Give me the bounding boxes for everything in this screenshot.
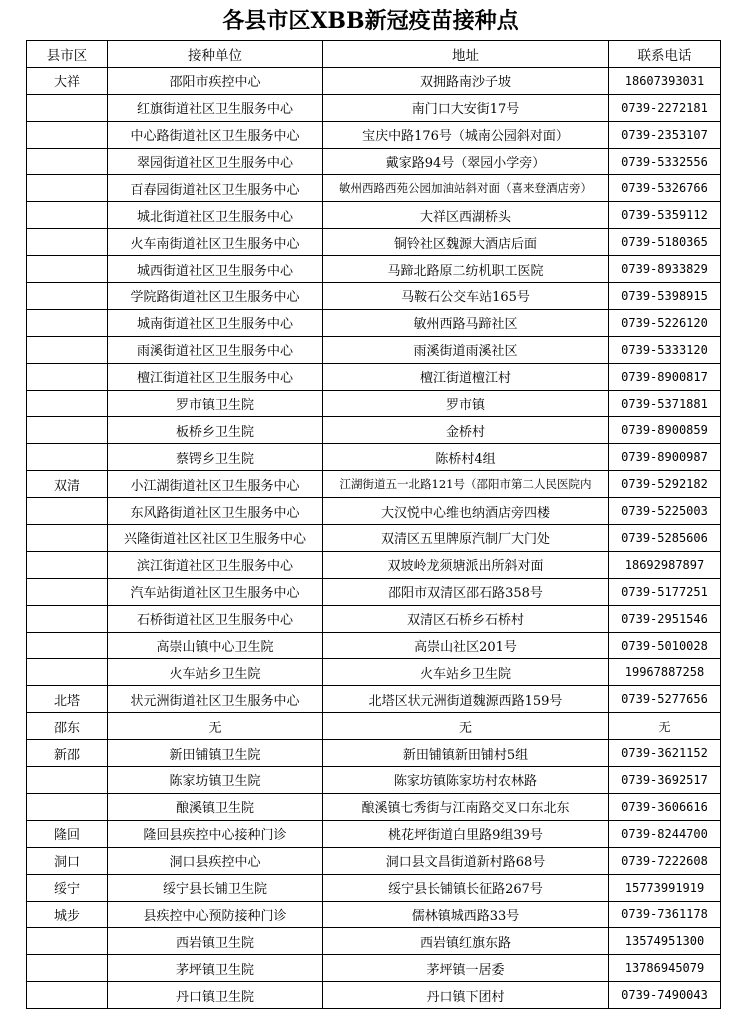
cell-address: 罗市镇 <box>323 390 609 417</box>
cell-county <box>27 336 108 363</box>
cell-phone: 0739-3621152 <box>609 740 721 767</box>
cell-address: 桃花坪街道白里路9组39号 <box>323 820 609 847</box>
cell-address: 酿溪镇七秀街与江南路交叉口东北东 <box>323 793 609 820</box>
cell-address: 儒林镇城西路33号 <box>323 901 609 928</box>
table-row <box>27 605 721 632</box>
cell-address: 宝庆中路176号（城南公园斜对面） <box>323 121 609 148</box>
cell-unit: 板桥乡卫生院 <box>108 417 323 444</box>
cell-phone: 无 <box>609 713 721 740</box>
cell-county <box>27 309 108 336</box>
cell-county: 新邵 <box>27 740 108 767</box>
cell-unit: 高崇山镇中心卫生院 <box>108 632 323 659</box>
cell-unit: 城西街道社区卫生服务中心 <box>108 256 323 283</box>
cell-phone: 0739-8900987 <box>609 444 721 471</box>
cell-county <box>27 148 108 175</box>
cell-unit: 城北街道社区卫生服务中心 <box>108 202 323 229</box>
cell-phone: 0739-5010028 <box>609 632 721 659</box>
table-row <box>27 229 721 256</box>
cell-phone: 0739-2951546 <box>609 605 721 632</box>
cell-unit: 汽车站街道社区卫生服务中心 <box>108 578 323 605</box>
header-county: 县市区 <box>27 41 108 68</box>
cell-address: 火车站乡卫生院 <box>323 659 609 686</box>
cell-county: 隆回 <box>27 820 108 847</box>
cell-unit: 隆回县疾控中心接种门诊 <box>108 820 323 847</box>
cell-phone: 0739-7222608 <box>609 847 721 874</box>
cell-address: 邵阳市双清区邵石路358号 <box>323 578 609 605</box>
cell-phone: 0739-5225003 <box>609 498 721 525</box>
cell-address: 双清区五里牌原汽制厂大门处 <box>323 525 609 552</box>
cell-unit: 火车站乡卫生院 <box>108 659 323 686</box>
cell-phone: 18607393031 <box>609 67 721 94</box>
cell-unit: 雨溪街道社区卫生服务中心 <box>108 336 323 363</box>
table-row <box>27 551 721 578</box>
table-row <box>27 767 721 794</box>
cell-county <box>27 525 108 552</box>
cell-county: 绥宁 <box>27 874 108 901</box>
cell-county: 洞口 <box>27 847 108 874</box>
cell-address: 马蹄北路原二纺机职工医院 <box>323 256 609 283</box>
cell-county <box>27 982 108 1009</box>
cell-county: 北塔 <box>27 686 108 713</box>
cell-address: 江湖街道五一北路121号（邵阳市第二人民医院内 <box>323 471 609 498</box>
cell-unit: 陈家坊镇卫生院 <box>108 767 323 794</box>
cell-unit: 丹口镇卫生院 <box>108 982 323 1009</box>
cell-county <box>27 202 108 229</box>
cell-address: 高崇山社区201号 <box>323 632 609 659</box>
cell-unit: 绥宁县长铺卫生院 <box>108 874 323 901</box>
table-row <box>27 202 721 229</box>
cell-unit: 翠园街道社区卫生服务中心 <box>108 148 323 175</box>
cell-phone: 0739-5292182 <box>609 471 721 498</box>
header-phone: 联系电话 <box>609 41 721 68</box>
table-row <box>27 659 721 686</box>
cell-county: 双清 <box>27 471 108 498</box>
cell-county <box>27 229 108 256</box>
vaccination-sites-table <box>26 40 721 1009</box>
table-row <box>27 256 721 283</box>
cell-address: 檀江街道檀江村 <box>323 363 609 390</box>
table-row <box>27 471 721 498</box>
table-row <box>27 121 721 148</box>
cell-address: 马鞍石公交车站165号 <box>323 283 609 310</box>
cell-phone: 18692987897 <box>609 551 721 578</box>
cell-address: 金桥村 <box>323 417 609 444</box>
cell-address: 陈桥村4组 <box>323 444 609 471</box>
cell-unit: 酿溪镇卫生院 <box>108 793 323 820</box>
table-row <box>27 148 721 175</box>
table-row <box>27 67 721 94</box>
table-row <box>27 444 721 471</box>
cell-unit: 新田铺镇卫生院 <box>108 740 323 767</box>
cell-county <box>27 283 108 310</box>
cell-address: 铜铃社区魏源大酒店后面 <box>323 229 609 256</box>
cell-unit: 小江湖街道社区卫生服务中心 <box>108 471 323 498</box>
cell-unit: 红旗街道社区卫生服务中心 <box>108 94 323 121</box>
cell-address: 丹口镇下团村 <box>323 982 609 1009</box>
header-unit: 接种单位 <box>108 41 323 68</box>
table-row <box>27 309 721 336</box>
cell-address: 雨溪街道雨溪社区 <box>323 336 609 363</box>
cell-county: 邵东 <box>27 713 108 740</box>
cell-address: 戴家路94号（翠园小学旁） <box>323 148 609 175</box>
cell-address: 陈家坊镇陈家坊村农林路 <box>323 767 609 794</box>
cell-unit: 石桥街道社区卫生服务中心 <box>108 605 323 632</box>
cell-unit: 县疾控中心预防接种门诊 <box>108 901 323 928</box>
cell-phone: 0739-5326766 <box>609 175 721 202</box>
cell-address: 大祥区西湖桥头 <box>323 202 609 229</box>
cell-phone: 0739-8900817 <box>609 363 721 390</box>
cell-county <box>27 444 108 471</box>
table-row <box>27 686 721 713</box>
table-row <box>27 928 721 955</box>
cell-county <box>27 605 108 632</box>
cell-phone: 0739-7361178 <box>609 901 721 928</box>
table-row <box>27 901 721 928</box>
cell-unit: 火车南街道社区卫生服务中心 <box>108 229 323 256</box>
table-row <box>27 390 721 417</box>
table-row <box>27 94 721 121</box>
cell-address: 西岩镇红旗东路 <box>323 928 609 955</box>
cell-unit: 兴隆街道社区社区卫生服务中心 <box>108 525 323 552</box>
cell-county <box>27 256 108 283</box>
cell-county <box>27 928 108 955</box>
cell-unit: 滨江街道社区卫生服务中心 <box>108 551 323 578</box>
cell-county <box>27 363 108 390</box>
cell-address: 双坡岭龙须塘派出所斜对面 <box>323 551 609 578</box>
cell-unit: 东风路街道社区卫生服务中心 <box>108 498 323 525</box>
cell-address: 洞口县文昌街道新村路68号 <box>323 847 609 874</box>
cell-phone: 0739-7490043 <box>609 982 721 1009</box>
cell-county <box>27 121 108 148</box>
table-header-row <box>27 41 721 68</box>
table-row <box>27 417 721 444</box>
cell-county: 城步 <box>27 901 108 928</box>
cell-county <box>27 94 108 121</box>
cell-county <box>27 793 108 820</box>
cell-phone: 0739-8244700 <box>609 820 721 847</box>
table-row <box>27 578 721 605</box>
cell-unit: 状元洲街道社区卫生服务中心 <box>108 686 323 713</box>
table-row <box>27 498 721 525</box>
cell-unit: 学院路街道社区卫生服务中心 <box>108 283 323 310</box>
cell-phone: 19967887258 <box>609 659 721 686</box>
cell-phone: 0739-5333120 <box>609 336 721 363</box>
cell-county <box>27 551 108 578</box>
cell-phone: 0739-5226120 <box>609 309 721 336</box>
cell-phone: 0739-8900859 <box>609 417 721 444</box>
cell-address: 茅坪镇一居委 <box>323 955 609 982</box>
cell-phone: 0739-3606616 <box>609 793 721 820</box>
table-row <box>27 847 721 874</box>
cell-phone: 0739-5398915 <box>609 283 721 310</box>
table-row <box>27 820 721 847</box>
cell-address: 双拥路南沙子坡 <box>323 67 609 94</box>
cell-phone: 0739-2353107 <box>609 121 721 148</box>
cell-phone: 0739-3692517 <box>609 767 721 794</box>
cell-county <box>27 632 108 659</box>
cell-unit: 西岩镇卫生院 <box>108 928 323 955</box>
table-row <box>27 793 721 820</box>
header-address: 地址 <box>323 41 609 68</box>
cell-address: 双清区石桥乡石桥村 <box>323 605 609 632</box>
cell-unit: 茅坪镇卫生院 <box>108 955 323 982</box>
cell-county <box>27 175 108 202</box>
cell-unit: 百春园街道社区卫生服务中心 <box>108 175 323 202</box>
table-row <box>27 982 721 1009</box>
cell-phone: 0739-5359112 <box>609 202 721 229</box>
cell-unit: 城南街道社区卫生服务中心 <box>108 309 323 336</box>
cell-unit: 中心路街道社区卫生服务中心 <box>108 121 323 148</box>
cell-county <box>27 955 108 982</box>
table-row <box>27 632 721 659</box>
cell-phone: 0739-5177251 <box>609 578 721 605</box>
cell-unit: 蔡锷乡卫生院 <box>108 444 323 471</box>
cell-phone: 0739-5332556 <box>609 148 721 175</box>
page-title: 各县市区XBB新冠疫苗接种点 <box>222 8 519 34</box>
cell-county <box>27 498 108 525</box>
cell-address: 新田铺镇新田铺村5组 <box>323 740 609 767</box>
cell-county <box>27 390 108 417</box>
cell-unit: 洞口县疾控中心 <box>108 847 323 874</box>
cell-address: 敏州西路马蹄社区 <box>323 309 609 336</box>
cell-phone: 0739-2272181 <box>609 94 721 121</box>
cell-county: 大祥 <box>27 67 108 94</box>
cell-phone: 13786945079 <box>609 955 721 982</box>
cell-phone: 0739-5277656 <box>609 686 721 713</box>
cell-unit: 无 <box>108 713 323 740</box>
cell-county <box>27 417 108 444</box>
cell-address: 北塔区状元洲街道魏源西路159号 <box>323 686 609 713</box>
cell-address: 敏州西路西苑公园加油站斜对面（喜来登酒店旁） <box>323 175 609 202</box>
cell-address: 无 <box>323 713 609 740</box>
table-row <box>27 336 721 363</box>
table-row <box>27 874 721 901</box>
cell-county <box>27 767 108 794</box>
table-row <box>27 175 721 202</box>
cell-unit: 邵阳市疾控中心 <box>108 67 323 94</box>
cell-phone: 0739-5371881 <box>609 390 721 417</box>
cell-unit: 檀江街道社区卫生服务中心 <box>108 363 323 390</box>
table-row <box>27 363 721 390</box>
cell-county <box>27 659 108 686</box>
table-row <box>27 283 721 310</box>
cell-county <box>27 578 108 605</box>
cell-address: 绥宁县长铺镇长征路267号 <box>323 874 609 901</box>
cell-unit: 罗市镇卫生院 <box>108 390 323 417</box>
cell-phone: 0739-5285606 <box>609 525 721 552</box>
table-row <box>27 955 721 982</box>
table-row <box>27 525 721 552</box>
cell-phone: 15773991919 <box>609 874 721 901</box>
table-row <box>27 740 721 767</box>
cell-phone: 0739-5180365 <box>609 229 721 256</box>
cell-phone: 13574951300 <box>609 928 721 955</box>
cell-phone: 0739-8933829 <box>609 256 721 283</box>
table-row <box>27 713 721 740</box>
cell-address: 大汉悦中心维也纳酒店旁四楼 <box>323 498 609 525</box>
cell-address: 南门口大安街17号 <box>323 94 609 121</box>
